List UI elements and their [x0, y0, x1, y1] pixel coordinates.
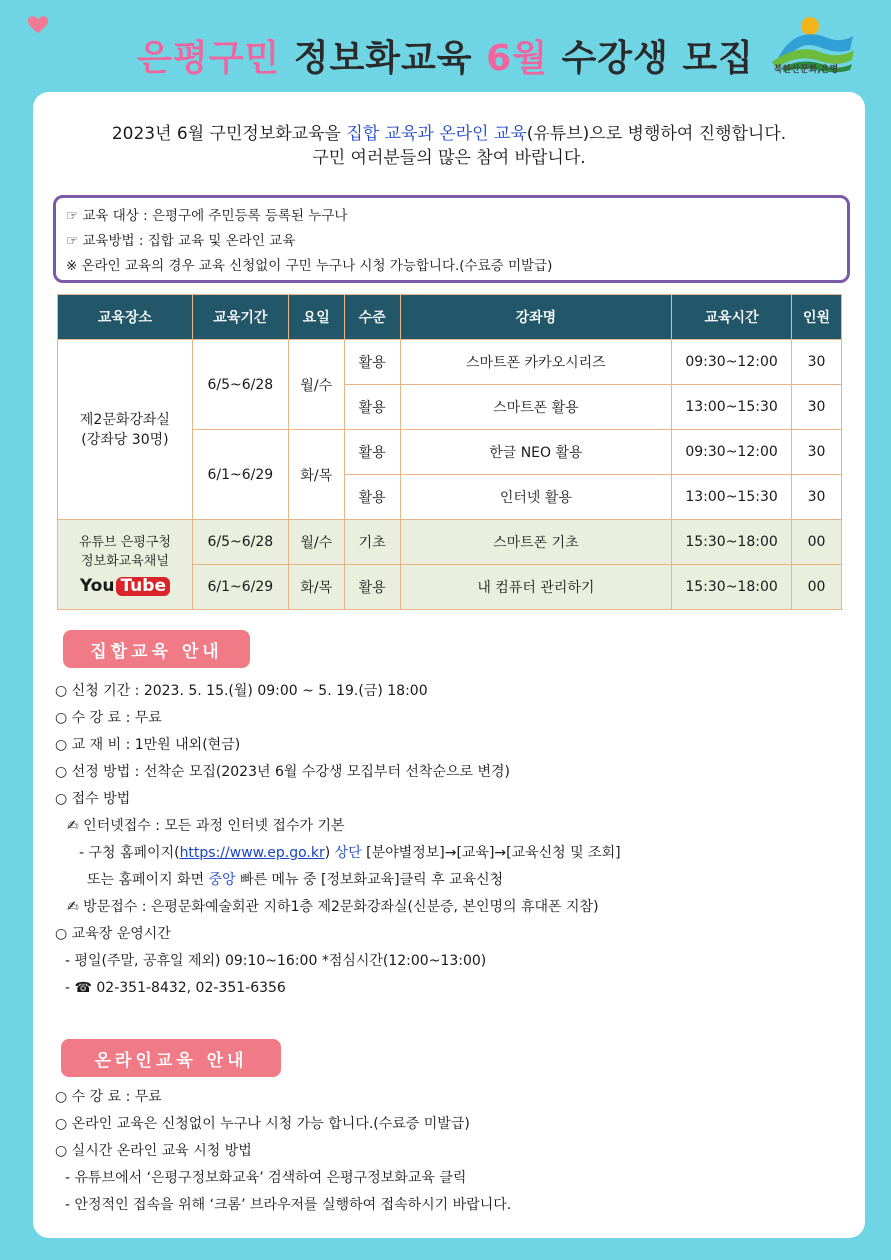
homepage-text-b: ): [324, 845, 335, 861]
selection-method: ○ 선정 방법 : 선착순 모집(2023년 6월 수강생 모집부터 선착순으로 변경): [55, 764, 510, 780]
online-section-label: 온라인교육 안내: [61, 1039, 281, 1077]
intro-line-2: 구민 여러분들의 많은 참여 바랍니다.: [312, 148, 586, 168]
offline-fee: ○ 수 강 료 : 무료: [55, 710, 162, 726]
info-box: [53, 195, 850, 283]
level-cell: 활용: [344, 475, 400, 520]
count-cell: 00: [792, 520, 842, 565]
course-cell: 내 컴퓨터 관리하기: [400, 565, 671, 610]
level-cell: 활용: [344, 565, 400, 610]
intro-line-1-c: (유튜브)으로 병행하여 진행합니다.: [526, 124, 787, 144]
intro-line-1-a: 2023년 6월 구민정보화교육을: [111, 124, 347, 144]
time-cell: 13:00~15:30: [672, 385, 792, 430]
table-row: [58, 520, 842, 565]
quick-menu-instruction: [55, 867, 621, 894]
course-cell: 스마트폰 활용: [400, 385, 671, 430]
count-cell: 30: [792, 340, 842, 385]
quick-menu-text-b: 빠른 메뉴 중 [정보화교육]클릭 후 교육신청: [235, 872, 504, 888]
content-card: [33, 92, 865, 1238]
youtube-logo-tube: Tube: [116, 577, 170, 596]
time-cell: 09:30~12:00: [672, 430, 792, 475]
time-cell: 15:30~18:00: [672, 520, 792, 565]
table-header-row: [58, 295, 842, 340]
title-part-4: 수강생 모집: [561, 38, 754, 79]
header-place: 교육장소: [58, 295, 193, 340]
time-cell: 09:30~12:00: [672, 340, 792, 385]
offline-details: [55, 678, 621, 1002]
title-part-1: 은평구민: [137, 38, 281, 79]
course-cell: 스마트폰 기초: [400, 520, 671, 565]
level-cell: 활용: [344, 430, 400, 475]
days-cell: 화/목: [288, 565, 344, 610]
youtube-logo: [80, 577, 170, 596]
count-cell: 30: [792, 475, 842, 520]
header-course: 강좌명: [400, 295, 671, 340]
title-part-2: 정보화교육: [293, 38, 473, 79]
material-fee: ○ 교 재 비 : 1만원 내외(현금): [55, 737, 241, 753]
phone-numbers: - ☎ 02-351-8432, 02-351-6356: [65, 980, 286, 996]
apply-period: ○ 신청 기간 : 2023. 5. 15.(월) 09:00 ~ 5. 19.(금) 18:00: [55, 683, 428, 699]
online-fee: ○ 수 강 료 : 무료: [55, 1089, 162, 1105]
youtube-logo-you: You: [79, 575, 115, 596]
homepage-link[interactable]: https://www.ep.go.kr: [179, 845, 325, 861]
info-target: ☞ 교육 대상 : 은평구에 주민등록 등록된 누구나: [66, 208, 348, 224]
homepage-text-a: - 구청 홈페이지(: [79, 845, 180, 861]
online-how-title: ○ 실시간 온라인 교육 시청 방법: [55, 1143, 252, 1159]
internet-reception: ✍ 인터넷접수 : 모든 과정 인터넷 접수가 기본: [67, 818, 345, 834]
header-period: 교육기간: [192, 295, 288, 340]
level-cell: 기초: [344, 520, 400, 565]
period-cell: 6/1~6/29: [192, 565, 288, 610]
header-level: 수준: [344, 295, 400, 340]
info-method: ☞ 교육방법 : 집합 교육 및 온라인 교육: [66, 233, 296, 249]
course-cell: 한글 NEO 활용: [400, 430, 671, 475]
days-cell: 월/수: [288, 340, 344, 430]
course-cell: 인터넷 활용: [400, 475, 671, 520]
logo-text: 북한산문화,은평: [773, 65, 839, 75]
count-cell: 30: [792, 430, 842, 475]
online-how-step-1: - 유튜브에서 ‘은평구정보화교육’ 검색하여 은평구정보화교육 클릭: [65, 1170, 467, 1186]
count-cell: 30: [792, 385, 842, 430]
intro-line-1: [33, 122, 865, 146]
place-cell: 제2문화강좌실 (강좌당 30명): [58, 340, 193, 520]
period-cell: 6/1~6/29: [192, 430, 288, 520]
days-cell: 월/수: [288, 520, 344, 565]
visit-reception: ✍ 방문접수 : 은평문화예술회관 지하1층 제2문화강좌실(신분증, 본인명의 휴대폰 지참): [67, 899, 599, 915]
count-cell: 00: [792, 565, 842, 610]
youtube-place-cell: [58, 520, 193, 610]
online-no-apply: ○ 온라인 교육은 신청없이 누구나 시청 가능 합니다.(수료증 미발급): [55, 1116, 470, 1132]
intro-text: [33, 122, 865, 170]
quick-menu-text-a: 또는 홈페이지 화면: [87, 872, 209, 888]
youtube-place-text: 유튜브 은평구청 정보화교육채널: [78, 534, 171, 569]
header-time: 교육시간: [672, 295, 792, 340]
online-how-step-2: - 안정적인 접속을 위해 ‘크롬’ 브라우저를 실행하여 접속하시기 바랍니다.: [65, 1197, 512, 1213]
table-row: [58, 340, 842, 385]
days-cell: 화/목: [288, 430, 344, 520]
homepage-instruction: [55, 840, 621, 867]
intro-line-1-highlight: 집합 교육과 온라인 교육: [346, 124, 527, 144]
info-note: ※ 온라인 교육의 경우 교육 신청없이 구민 누구나 시청 가능합니다.(수료증 미발급): [66, 258, 553, 274]
header-days: 요일: [288, 295, 344, 340]
reception-method: ○ 접수 방법: [55, 791, 131, 807]
time-cell: 15:30~18:00: [672, 565, 792, 610]
title-part-3: 6월: [486, 38, 548, 79]
level-cell: 활용: [344, 340, 400, 385]
course-cell: 스마트폰 카카오시리즈: [400, 340, 671, 385]
period-cell: 6/5~6/28: [192, 340, 288, 430]
period-cell: 6/5~6/28: [192, 520, 288, 565]
schedule-table: [57, 294, 842, 610]
homepage-text-c: [분야별정보]→[교육]→[교육신청 및 조회]: [361, 845, 621, 861]
header-count: 인원: [792, 295, 842, 340]
time-cell: 13:00~15:30: [672, 475, 792, 520]
online-details: [55, 1084, 511, 1219]
level-cell: 활용: [344, 385, 400, 430]
hours-detail: - 평일(주말, 공휴일 제외) 09:10~16:00 *점심시간(12:00~13:00): [65, 953, 487, 969]
offline-section-label: 집합교육 안내: [63, 630, 250, 668]
center-highlight: 중앙: [208, 872, 236, 888]
homepage-top-highlight: 상단: [334, 845, 362, 861]
hours-title: ○ 교육장 운영시간: [55, 926, 171, 942]
